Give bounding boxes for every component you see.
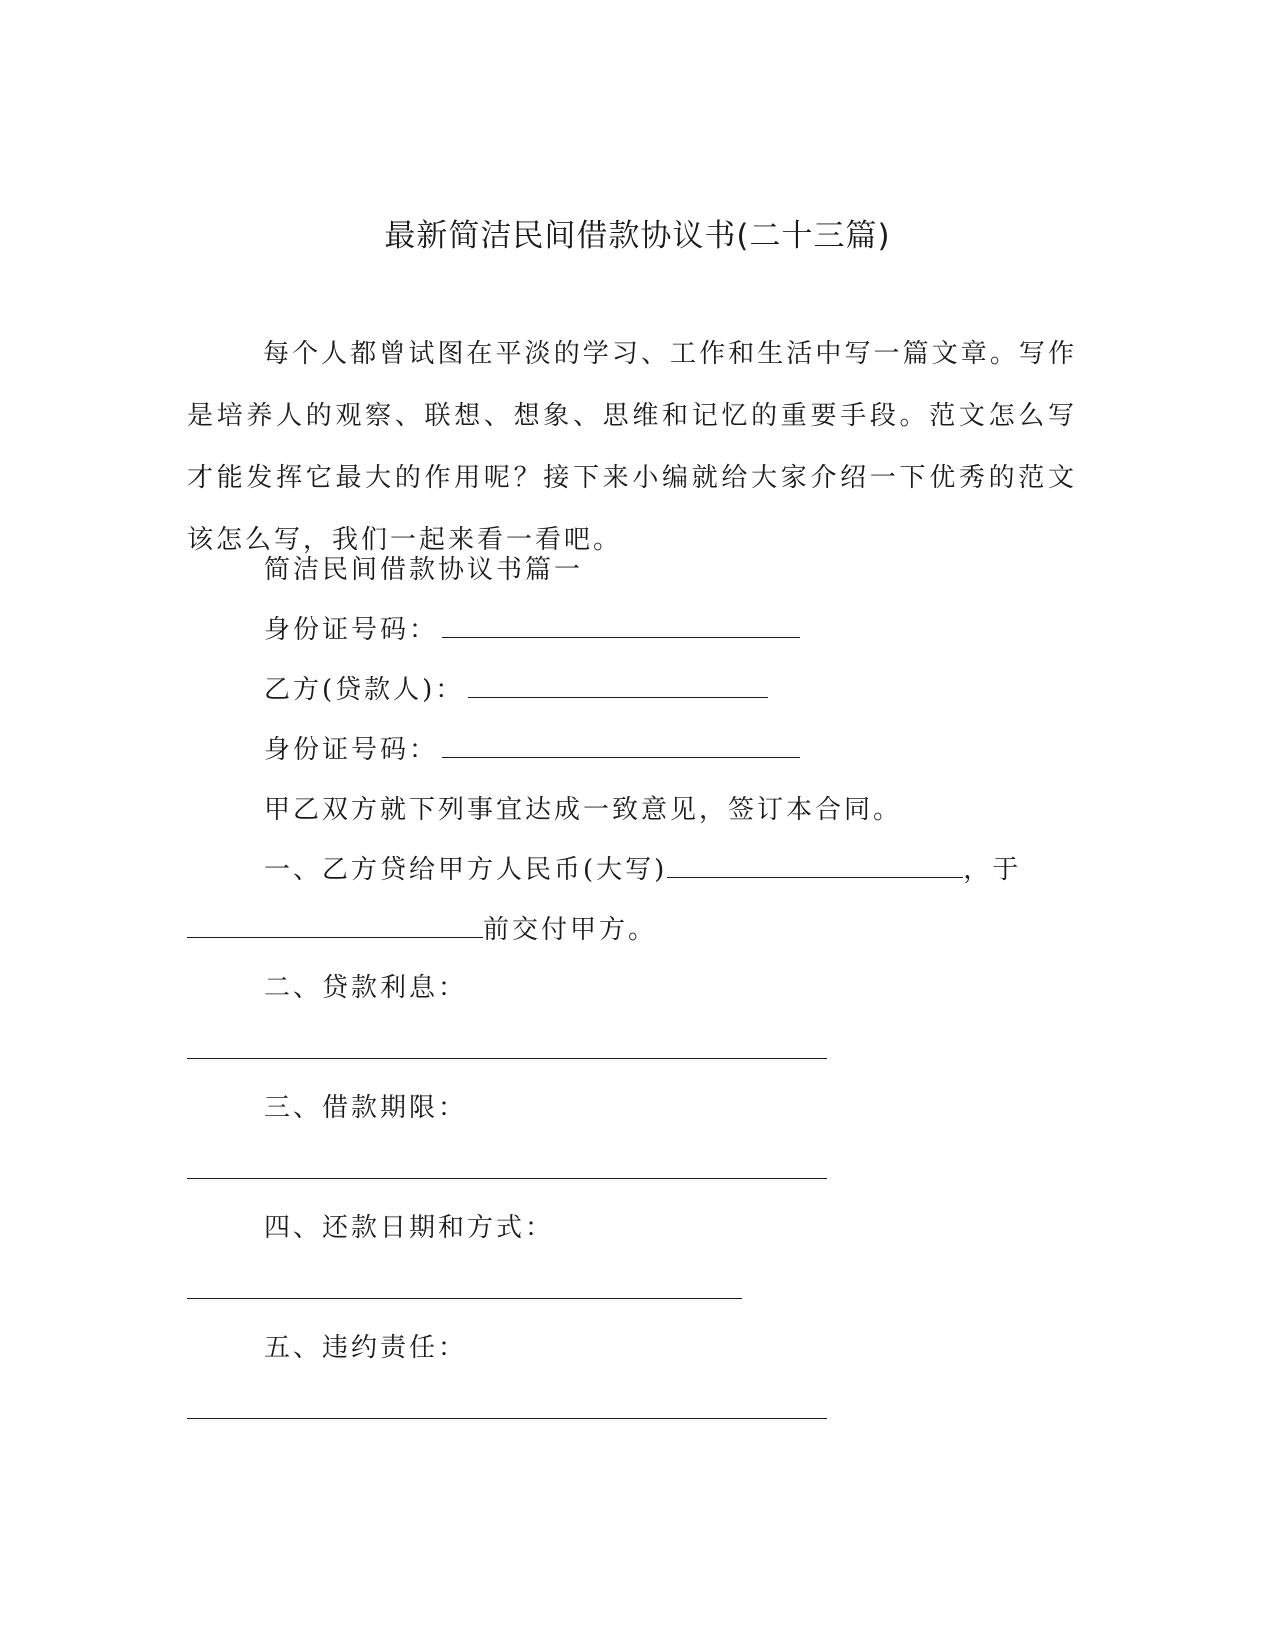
id-number-field-1 — [264, 612, 800, 648]
clause-1-line-1 — [264, 852, 1021, 888]
agreement-statement: 甲乙双方就下列事宜达成一致意见，签订本合同。 — [264, 795, 903, 825]
id-number-blank-1[interactable] — [442, 615, 800, 638]
id-number-blank-2[interactable] — [442, 735, 800, 758]
clause-1-start: 一、乙方贷给甲方人民币(大写) — [264, 855, 668, 885]
party-b-label: 乙方(贷款人)： — [264, 675, 465, 705]
clause-1-line-2 — [187, 912, 657, 948]
clause-5-heading: 五、违约责任： — [264, 1333, 468, 1363]
id-number-field-2 — [264, 732, 800, 768]
amount-blank[interactable] — [667, 855, 963, 878]
clause-4-heading: 四、还款日期和方式： — [264, 1213, 555, 1243]
clause-4-blank-line[interactable] — [187, 1298, 742, 1299]
id-number-label-1: 身份证号码： — [264, 615, 439, 645]
clause-1-end: 前交付甲方。 — [483, 915, 658, 945]
intro-paragraph: 每个人都曾试图在平淡的学习、工作和生活中写一篇文章。写作是培养人的观察、联想、想象、思维和记忆的重要手段。范文怎么写才能发挥它最大的作用呢？接下来小编就给大家介绍一下优秀的范文该怎么写，我们一起来看一看吧。 — [187, 339, 1077, 555]
clause-2-blank-line[interactable] — [187, 1058, 827, 1059]
clause-3-blank-line[interactable] — [187, 1178, 827, 1179]
id-number-label-2: 身份证号码： — [264, 735, 439, 765]
section-heading: 简洁民间借款协议书篇一 — [264, 555, 584, 585]
delivery-date-blank[interactable] — [187, 915, 483, 938]
party-b-blank[interactable] — [468, 675, 768, 698]
clause-1-mid: ，于 — [963, 855, 1022, 885]
clause-3-heading: 三、借款期限： — [264, 1093, 468, 1123]
clause-5-blank-line[interactable] — [187, 1418, 827, 1419]
clause-2-heading: 二、贷款利息： — [264, 973, 468, 1003]
document-title: 最新简洁民间借款协议书(二十三篇) — [384, 218, 891, 254]
party-b-field — [264, 672, 768, 708]
